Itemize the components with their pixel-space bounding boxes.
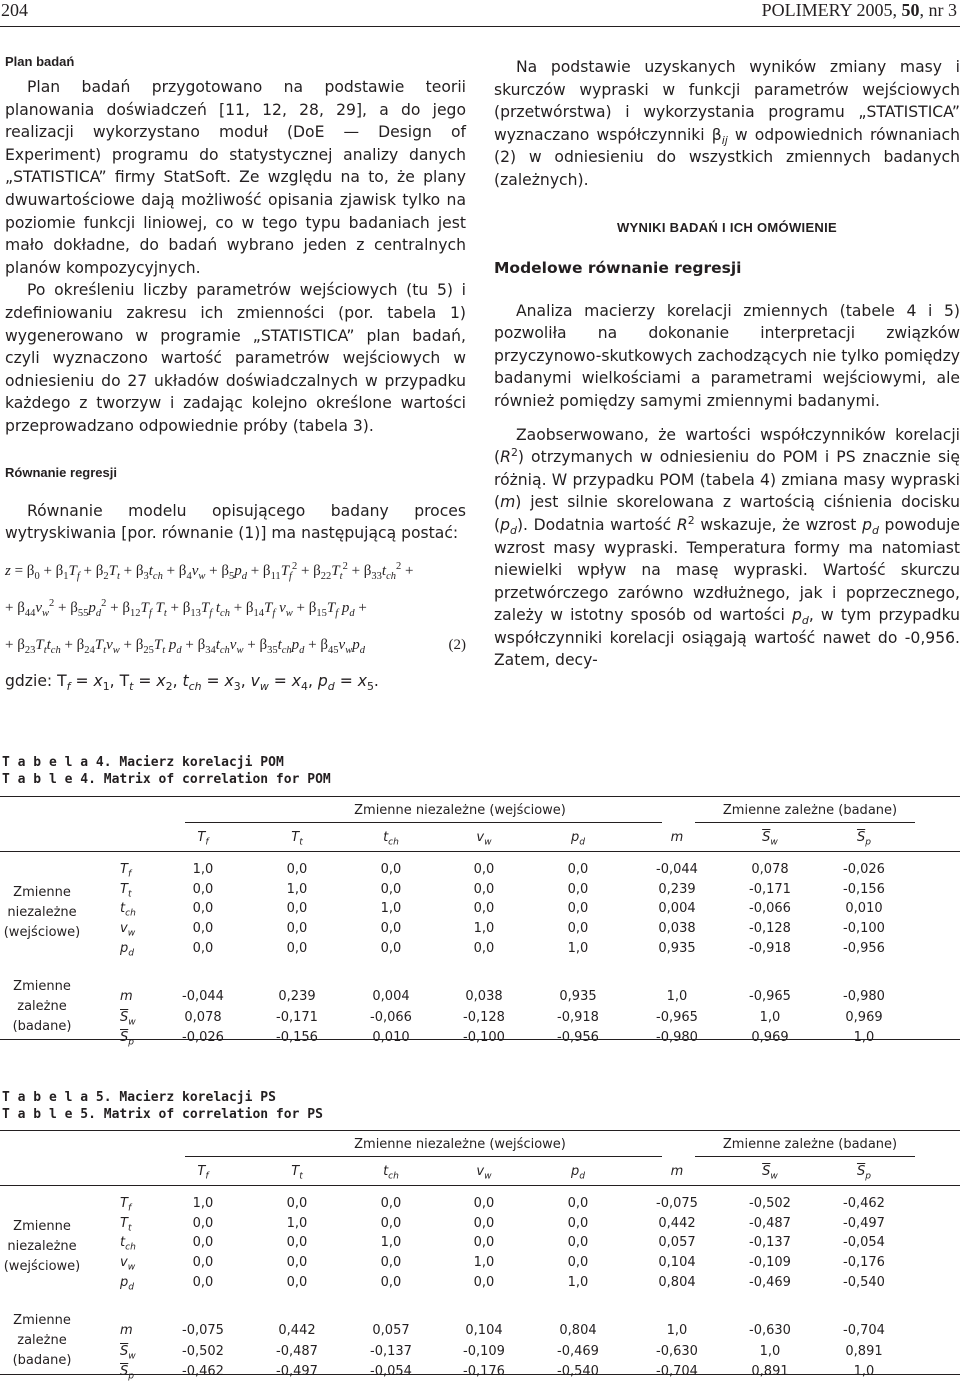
table-cell: 0,0 — [567, 862, 589, 877]
col-header-pd: $p_d$ — [570, 1164, 586, 1182]
table-cell: -0,502 — [749, 1196, 791, 1211]
table-cell: -0,128 — [463, 1010, 505, 1025]
table-cell: -0,109 — [463, 1344, 505, 1359]
col-header-tch: $t_{ch}$ — [383, 1164, 399, 1182]
header-independent-underline — [185, 1156, 662, 1157]
row-group-independent: Zmienne niezależne (wejściowe) — [3, 1219, 81, 1274]
table-cell: -0,171 — [276, 1010, 318, 1025]
table-cell: -0,171 — [749, 881, 791, 897]
table-cell: 1,0 — [286, 881, 308, 897]
table-cell: 0,0 — [380, 1275, 402, 1290]
row-label-vw: $v_w$ — [120, 1255, 136, 1273]
table-cell: -0,100 — [843, 921, 885, 936]
header-dependent-group: Zmienne zależne (badane) — [722, 803, 898, 818]
table-cell: 0,0 — [567, 921, 589, 936]
row-label-pd: $p_d$ — [120, 941, 135, 959]
table-cell: 0,038 — [658, 921, 696, 936]
table-cell: 1,0 — [567, 1275, 589, 1290]
table-cell: -0,965 — [656, 1010, 698, 1025]
table-cell: 1,0 — [473, 921, 495, 936]
header-dependent-underline — [695, 1156, 915, 1157]
header-rule — [0, 26, 960, 27]
table-cell: 1,0 — [380, 901, 402, 916]
table-cell: 0,0 — [192, 1235, 214, 1250]
table-cell: 0,0 — [380, 921, 402, 936]
table-cell: -0,044 — [182, 989, 224, 1004]
section-heading: WYNIKI BADAŃ I ICH OMÓWIENIE — [616, 219, 837, 235]
header-independent-group: Zmienne niezależne (wejściowe) — [354, 803, 566, 818]
variable-definitions: gdzie: $T_f = x_1$, $T_t = x_2$, $t_{ch} = x_3$, $v_w = x_4$, $p_d = x_5$. — [5, 671, 379, 693]
paragraph-regression: Równanie modelu opisującego badany proces wytryskiwania [por. równanie (1)] ma następującą postać: — [5, 501, 466, 543]
table-cell: 1,0 — [192, 1196, 214, 1211]
row-label-tf: $T_f$ — [120, 1196, 132, 1214]
table-cell: 0,0 — [380, 1196, 402, 1211]
table-cell: 0,0 — [473, 901, 495, 916]
table-cell: 0,804 — [559, 1323, 597, 1338]
table-cell: 0,0 — [567, 901, 589, 916]
table-cell: 0,0 — [286, 921, 308, 936]
table-cell: -0,066 — [749, 901, 791, 916]
table-cell: 0,0 — [380, 941, 402, 956]
col-header-sp: $\overline{S}_p$ — [856, 830, 872, 848]
col-header-sp: $\overline{S}_p$ — [856, 1164, 872, 1182]
table-cell: 0,0 — [192, 921, 214, 936]
table-cell: -0,497 — [276, 1364, 318, 1379]
page-header — [0, 0, 960, 24]
row-label-sp: $\overline{S}_p$ — [120, 1364, 135, 1382]
table-4-caption: T a b e l a 4. Macierz korelacji POM T a b l e 4. Matrix of correlation for POM — [2, 755, 331, 787]
table-cell: -0,156 — [276, 1030, 318, 1045]
table-cell: 0,104 — [658, 1255, 696, 1270]
table-cell: 0,0 — [286, 1275, 308, 1290]
left-column — [5, 44, 466, 693]
table-cell: 0,0 — [380, 881, 402, 897]
col-header-sw: $\overline{S}_w$ — [762, 1164, 778, 1182]
table-cell: -0,128 — [749, 921, 791, 936]
row-label-tch: $t_{ch}$ — [120, 901, 136, 919]
table-cell: 1,0 — [666, 989, 688, 1004]
table-cell: -0,462 — [182, 1364, 224, 1379]
row-label-vw: $v_w$ — [120, 921, 136, 939]
col-header-tch: $t_{ch}$ — [383, 830, 399, 848]
table-cell: -0,540 — [843, 1275, 885, 1290]
row-label-pd: $p_d$ — [120, 1275, 135, 1293]
table-cell: 1,0 — [666, 1323, 688, 1338]
table-cell: 1,0 — [853, 1364, 875, 1379]
table-cell: 0,0 — [567, 1255, 589, 1270]
equation-line-2: + $\beta_{44}v_w^2 + \beta_{55}p_d^2 + \beta_{12}T_f$ $T_t + \beta_{13}T_f$ $t_{ch} + \beta_{14}T_f$ $v_w + \beta_{15}T_f$ $p_d$ + — [5, 597, 367, 619]
table-cell: -0,137 — [749, 1235, 791, 1250]
table-cell: -0,026 — [843, 862, 885, 877]
header-independent-group: Zmienne niezależne (wejściowe) — [354, 1137, 566, 1152]
table-cell: 1,0 — [286, 1215, 308, 1231]
table-cell: 0,0 — [567, 1235, 589, 1250]
table-cell: 0,0 — [192, 941, 214, 956]
table-cell: 0,239 — [658, 881, 696, 897]
table-bottom-rule — [0, 1374, 960, 1375]
table-top-rule — [0, 796, 960, 797]
row-group-dependent: Zmienne zależne (badane) — [12, 979, 72, 1034]
table-cell: 0,010 — [845, 901, 883, 916]
table-cell: -0,497 — [843, 1215, 885, 1231]
table-top-rule — [0, 1130, 960, 1131]
table-cell: 0,0 — [473, 1215, 495, 1231]
col-header-vw: $v_w$ — [476, 1164, 492, 1182]
table-cell: -0,137 — [370, 1344, 412, 1359]
header-bottom-rule — [0, 1185, 960, 1186]
table-cell: -0,918 — [557, 1010, 599, 1025]
equation-number: (2) — [448, 636, 466, 653]
table-cell: 0,969 — [845, 1010, 883, 1025]
table-cell: 0,0 — [286, 1235, 308, 1250]
table-cell: -0,462 — [843, 1196, 885, 1211]
paragraph-parameters: Po określeniu liczby parametrów wejściowych (tu 5) i zdefiniowaniu zakresu ich zmienności (por. tabela 1) wygenerowano w programie „STATISTICA” plan badań, czyli wyznaczono wartość parametrów wejściowych w odniesieniu do 27 układów doświadczalnych w przypadku każdego z tworzyw i zadając kolejno określone wartości przeprowadzano odpowiednie próby (tabela 3). — [5, 281, 466, 435]
table-cell: 0,0 — [286, 1196, 308, 1211]
table-cell: 0,010 — [372, 1030, 410, 1045]
table-cell: 0,935 — [658, 941, 696, 956]
table-cell: -0,980 — [843, 989, 885, 1004]
table-cell: -0,704 — [843, 1323, 885, 1338]
table-cell: 0,0 — [192, 1275, 214, 1290]
table-cell: -0,469 — [557, 1344, 599, 1359]
table-cell: 0,0 — [567, 1196, 589, 1211]
table-cell: -0,075 — [182, 1323, 224, 1338]
table-cell: -0,956 — [843, 941, 885, 956]
table-cell: 0,891 — [751, 1364, 789, 1379]
table-cell: 0,0 — [286, 1255, 308, 1270]
table-cell: 0,004 — [372, 989, 410, 1004]
col-header-pd: $p_d$ — [570, 830, 586, 848]
table-cell: -0,109 — [749, 1255, 791, 1270]
table-cell: 0,0 — [473, 862, 495, 877]
table-cell: 0,0 — [380, 1255, 402, 1270]
header-independent-underline — [185, 822, 662, 823]
table-bottom-rule — [0, 1039, 960, 1040]
table-cell: 0,0 — [192, 901, 214, 916]
table-cell: -0,502 — [182, 1344, 224, 1359]
paragraph-coefficients: Na podstawie uzyskanych wyników zmiany masy i skurczów wypraski w funkcji parametrów wejściowych (przetwórstwa) i wykorzystania programu „STATISTICA” wyznaczano współczynniki $\beta_{ij}$ w odpowiednich równaniach (2) w odniesieniu do wszystkich zmiennych badanych (zależnych). — [494, 58, 960, 189]
row-label-sp: $\overline{S}_p$ — [120, 1030, 135, 1048]
table-cell: 0,104 — [465, 1323, 503, 1338]
table-cell: 0,0 — [286, 941, 308, 956]
table-cell: 0,057 — [658, 1235, 696, 1250]
regression-heading: Równanie regresji — [5, 464, 117, 480]
table-cell: 0,969 — [751, 1030, 789, 1045]
table-cell: 0,057 — [372, 1323, 410, 1338]
table-cell: 0,0 — [380, 1215, 402, 1231]
table-cell: -0,026 — [182, 1030, 224, 1045]
table-cell: 0,891 — [845, 1344, 883, 1359]
table-cell: -0,176 — [843, 1255, 885, 1270]
col-header-sw: $\overline{S}_w$ — [762, 830, 778, 848]
table-cell: 0,442 — [658, 1215, 696, 1231]
table-cell: -0,540 — [557, 1364, 599, 1379]
row-label-sw: $\overline{S}_w$ — [120, 1344, 136, 1362]
header-dependent-group: Zmienne zależne (badane) — [722, 1137, 898, 1152]
table-cell: -0,965 — [749, 989, 791, 1004]
header-bottom-rule — [0, 851, 960, 852]
table-cell: -0,044 — [656, 862, 698, 877]
table-cell: -0,054 — [843, 1235, 885, 1250]
paragraph-observation: Zaobserwowano, że wartości współczynników korelacji $(R^2)$ otrzymanych w odniesieniu do POM i PS znacznie się różnią. W przypadku POM (tabela 4) zmiana masy wypraski (m) jest silnie skorelowana z wartością ciśnienia docisku $(p_d)$. Dodatnia wartość $R^2$ wskazuje, że wzrost $p_d$ powoduje wzrost masy wypraski. Temperatura formy ma natomiast niewielki wpływ na masę wypraski. Wartość skurczu przetwórczego zarówno wzdłużnego, jak i poprzecznego, zależy w istotny sposób od wartości $p_d$, w tym przypadku współczynniki korelacji osiągają wartość nawet do -0,956. Zatem, decy- — [494, 425, 960, 670]
table-cell: 0,004 — [658, 901, 696, 916]
table-5-caption: T a b e l a 5. Macierz korelacji PS T a b l e 5. Matrix of correlation for PS — [2, 1090, 323, 1122]
table-cell: -0,487 — [276, 1344, 318, 1359]
table-cell: 0,442 — [278, 1323, 316, 1338]
equation-line-1: $z = \beta_0 + \beta_1T_f + \beta_2T_t + \beta_3t_{ch} + \beta_4v_w + \beta_5p_d + \beta_{11}T_f^2 + \beta_{22}T_t^2 + \beta_{33}t_{ch}^2$ + — [5, 560, 414, 582]
table-cell: -0,469 — [749, 1275, 791, 1290]
table-cell: 0,0 — [380, 862, 402, 877]
table-cell: 0,0 — [473, 1196, 495, 1211]
col-header-vw: $v_w$ — [476, 830, 492, 848]
regression-equation — [5, 553, 466, 664]
table-cell: -0,054 — [370, 1364, 412, 1379]
table-cell: -0,156 — [843, 881, 885, 897]
row-label-tf: $T_f$ — [120, 862, 132, 880]
table-cell: -0,630 — [749, 1323, 791, 1338]
table-cell: 0,0 — [473, 1275, 495, 1290]
table-cell: 1,0 — [759, 1344, 781, 1359]
journal-title: POLIMERY 2005, 50, nr 3 — [761, 0, 957, 20]
table-cell: -0,630 — [656, 1344, 698, 1359]
table-cell: 0,0 — [192, 1255, 214, 1270]
table-cell: 0,804 — [658, 1275, 696, 1290]
table-cell: 0,0 — [567, 881, 589, 897]
table-cell: 1,0 — [380, 1235, 402, 1250]
table-cell: 0,038 — [465, 989, 503, 1004]
paragraph-analysis: Analiza macierzy korelacji zmiennych (tabele 4 i 5) pozwoliła na dokonanie interpretacji związków przyczynowo-skutkowych zachodzących nie tylko pomiędzy badanymi wielkościami a parametrami wejściowymi, ale również pomiędzy samymi zmiennymi badanymi. — [494, 301, 960, 410]
table-cell: 0,0 — [286, 901, 308, 916]
table-cell: 1,0 — [567, 941, 589, 956]
table-cell: 1,0 — [759, 1010, 781, 1025]
table-cell: 0,0 — [473, 1235, 495, 1250]
right-column — [494, 44, 960, 672]
table-cell: -0,066 — [370, 1010, 412, 1025]
table-cell: 1,0 — [473, 1255, 495, 1270]
row-label-sw: $\overline{S}_w$ — [120, 1010, 136, 1028]
row-label-tch: $t_{ch}$ — [120, 1235, 136, 1253]
col-header-tt: $T_t$ — [291, 830, 303, 848]
table-cell: 0,0 — [567, 1215, 589, 1231]
row-group-dependent: Zmienne zależne (badane) — [12, 1313, 72, 1368]
plan-heading: Plan badań — [5, 54, 75, 69]
col-header-m: m — [670, 1164, 684, 1179]
row-label-m: m — [120, 989, 133, 1004]
table-cell: 0,078 — [751, 862, 789, 877]
table-cell: -0,980 — [656, 1030, 698, 1045]
table-cell: 0,0 — [473, 881, 495, 897]
paragraph-plan: Plan badań przygotowano na podstawie teorii planowania doświadczeń [11, 12, 28, 29], a do jego realizacji wykorzystano moduł (DoE — Design of Experiment) programu do statystycznej analizy danych „STATISTICA” firmy StatSoft. Ze względu na to, że plany dwuwartościowe dają możliwość opisania zjawisk tylko na poziomie funkcji liniowej, co w tego typu badaniach jest mało dokładne, do badań wybrano jeden z centralnych planów kompozycyjnych. — [5, 78, 466, 277]
equation-line-3: + $\beta_{23}T_tt_{ch} + \beta_{24}T_tv_w + \beta_{25}T_t$ $p_d + \beta_{34}t_{ch}v_w + \beta_{35}t_{ch}p_d + \beta_{45}v_wp_d$ (2) — [5, 627, 466, 664]
table-cell: 0,0 — [192, 1215, 214, 1231]
table-cell: 0,935 — [559, 989, 597, 1004]
table-cell: 0,078 — [184, 1010, 222, 1025]
row-label-m: m — [120, 1323, 133, 1338]
table-cell: -0,075 — [656, 1196, 698, 1211]
table-cell: -0,176 — [463, 1364, 505, 1379]
col-header-m: m — [670, 830, 684, 845]
table-cell: -0,100 — [463, 1030, 505, 1045]
table-cell: 1,0 — [853, 1030, 875, 1045]
page-number: 204 — [1, 0, 28, 20]
col-header-tf: $T_f$ — [197, 1164, 209, 1182]
table-cell: -0,704 — [656, 1364, 698, 1379]
table-cell: 0,239 — [278, 989, 316, 1004]
header-dependent-underline — [695, 822, 915, 823]
table-cell: -0,487 — [749, 1215, 791, 1231]
subsection-heading: Modelowe równanie regresji — [494, 258, 742, 277]
col-header-tf: $T_f$ — [197, 830, 209, 848]
table-cell: -0,918 — [749, 941, 791, 956]
table-cell: 0,0 — [473, 941, 495, 956]
table-cell: 0,0 — [192, 881, 214, 897]
table-cell: 1,0 — [192, 862, 214, 877]
row-group-independent: Zmienne niezależne (wejściowe) — [3, 885, 81, 940]
table-cell: -0,956 — [557, 1030, 599, 1045]
row-label-tt: $T_t$ — [120, 1215, 132, 1234]
col-header-tt: $T_t$ — [291, 1164, 303, 1182]
table-cell: 0,0 — [286, 862, 308, 877]
row-label-tt: $T_t$ — [120, 881, 132, 900]
